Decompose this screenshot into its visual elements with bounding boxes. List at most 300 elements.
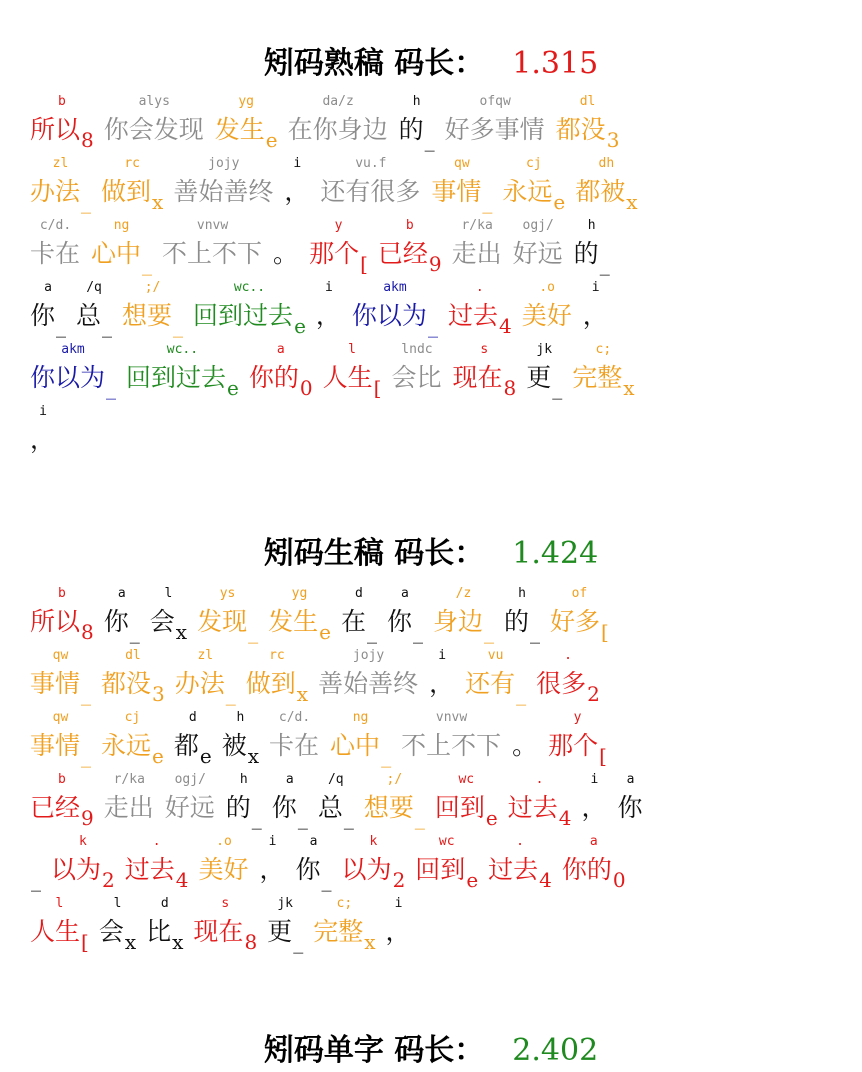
- input-code: i: [394, 896, 403, 911]
- token-word: [317, 792, 354, 830]
- selection-suffix: _: [173, 314, 184, 338]
- token: [465, 644, 527, 706]
- input-code: wc: [458, 772, 475, 787]
- token-word: [513, 238, 564, 271]
- token: [146, 892, 184, 954]
- token: [391, 338, 442, 395]
- text-line: [30, 644, 610, 706]
- input-code: qw: [52, 648, 69, 663]
- word-text: 你会发现: [103, 115, 204, 144]
- code-length-value: 2.402: [512, 1033, 599, 1068]
- text-line: [30, 768, 653, 830]
- token-word: [573, 238, 610, 276]
- input-code: y: [334, 218, 343, 233]
- token-word: [447, 300, 512, 338]
- input-code: vnvw: [196, 218, 229, 233]
- token: [174, 644, 236, 706]
- word-text: 更: [526, 363, 552, 392]
- token: [512, 706, 538, 763]
- token: [398, 90, 435, 152]
- token-word: [431, 176, 493, 214]
- text-line: [30, 214, 620, 276]
- token-word: [617, 792, 643, 825]
- token: [351, 276, 438, 338]
- token-word: [377, 238, 442, 276]
- token: [284, 152, 310, 209]
- token-word: [561, 854, 626, 892]
- selection-suffix: e: [466, 868, 479, 892]
- word-text: ，: [259, 855, 285, 884]
- input-code: akm: [383, 280, 407, 295]
- input-code: i: [325, 280, 333, 295]
- token: [340, 582, 377, 644]
- token: [513, 214, 564, 271]
- input-code: l: [164, 586, 173, 601]
- word-text: 过去: [507, 793, 558, 822]
- token-word: [575, 176, 638, 214]
- token-word: [386, 606, 423, 644]
- input-code: ;/: [144, 280, 161, 295]
- word-text: 在你身边: [287, 115, 388, 144]
- token-word: [30, 114, 94, 152]
- input-code: zl: [197, 648, 214, 663]
- word-text: 那个: [309, 239, 360, 268]
- token: [581, 768, 607, 825]
- token: [617, 768, 643, 825]
- token: [573, 214, 610, 276]
- token-word: [30, 792, 94, 830]
- input-code: .: [564, 648, 572, 663]
- word-text: 回到过去: [126, 363, 227, 392]
- input-code: r/ka: [113, 772, 145, 787]
- selection-suffix: e: [294, 314, 306, 338]
- input-code: k: [369, 834, 378, 849]
- token-word: [173, 730, 212, 768]
- token: [101, 644, 165, 706]
- token-word: [288, 114, 389, 147]
- input-code: i: [438, 648, 447, 663]
- token: [30, 644, 92, 706]
- selection-suffix: 9: [81, 806, 94, 830]
- token: [316, 276, 342, 333]
- selection-suffix: x: [124, 930, 137, 954]
- selection-suffix: _: [102, 314, 113, 338]
- input-code: ogj/: [174, 772, 206, 787]
- token-word: [30, 916, 89, 954]
- token: [429, 644, 455, 701]
- input-code: ys: [219, 586, 236, 601]
- token-word: [340, 606, 377, 644]
- word-text: 。: [273, 239, 299, 268]
- token: [30, 90, 94, 152]
- text-line: [30, 892, 422, 954]
- word-text: 现在: [193, 917, 244, 946]
- token-word: [401, 730, 502, 763]
- input-code: d: [160, 896, 169, 911]
- input-code: .: [152, 834, 161, 849]
- token: [199, 830, 250, 887]
- token: [561, 830, 626, 892]
- token: [162, 214, 263, 271]
- token: [507, 768, 572, 830]
- token-word: [30, 300, 67, 338]
- token-word: [526, 362, 563, 400]
- selection-suffix: _: [31, 868, 41, 892]
- token-word: [415, 854, 479, 892]
- token: [269, 706, 320, 763]
- token: [165, 768, 216, 825]
- token-word: [30, 668, 92, 706]
- selection-suffix: _: [427, 314, 438, 338]
- token: [271, 768, 308, 830]
- word-text: 善始善终: [173, 177, 274, 206]
- word-text: 的: [398, 115, 424, 144]
- word-text: 会: [98, 917, 124, 946]
- selection-suffix: e: [227, 376, 239, 400]
- input-code: a: [285, 772, 294, 787]
- token-word: [322, 362, 382, 400]
- input-code: dl: [125, 648, 141, 663]
- word-text: 你以为: [351, 301, 427, 330]
- input-code: r/ka: [461, 218, 493, 233]
- input-code: c;: [336, 896, 353, 911]
- token: [575, 152, 638, 214]
- input-code: .o: [216, 834, 232, 849]
- text-line: [30, 152, 648, 214]
- token-word: [225, 792, 262, 830]
- selection-suffix: 8: [81, 128, 94, 152]
- token-word: [104, 792, 155, 825]
- token: [432, 582, 494, 644]
- token: [101, 706, 164, 768]
- input-code: jojy: [208, 156, 240, 171]
- input-code: i: [39, 404, 47, 419]
- selection-suffix: 8: [503, 376, 517, 400]
- word-text: 所以: [30, 607, 81, 636]
- token: [30, 768, 94, 830]
- word-text: 会: [149, 607, 175, 636]
- input-code: dl: [579, 94, 596, 109]
- token: [320, 152, 421, 209]
- input-code: s: [480, 342, 489, 357]
- word-text: 都没: [101, 669, 152, 698]
- token: [583, 276, 609, 333]
- word-text: 都没: [555, 115, 606, 144]
- selection-suffix: x: [175, 620, 188, 644]
- word-text: 卡在: [30, 239, 81, 268]
- input-code: vu.f: [355, 156, 387, 171]
- selection-suffix: _: [516, 682, 527, 706]
- input-code: rc: [124, 156, 140, 171]
- word-text: 你: [295, 855, 321, 884]
- token-word: [91, 238, 153, 276]
- input-code: rc: [269, 648, 285, 663]
- token: [445, 90, 546, 147]
- token-word: [193, 300, 306, 338]
- token-word: [452, 362, 517, 400]
- token-word: [126, 362, 239, 400]
- selection-suffix: 2: [102, 868, 115, 892]
- token: [330, 706, 392, 768]
- word-text: ，: [315, 301, 341, 330]
- input-code: da/z: [322, 94, 354, 109]
- word-text: 走出: [103, 793, 154, 822]
- input-code: h: [236, 710, 245, 725]
- token-word: [30, 854, 41, 892]
- word-text: 心中: [91, 239, 142, 268]
- section-title-text: 矧码熟稿 码长：: [263, 46, 485, 81]
- token: [173, 706, 212, 768]
- selection-suffix: x: [296, 682, 309, 706]
- text-line: [30, 90, 629, 152]
- word-text: 你: [103, 607, 129, 636]
- word-text: 在: [340, 607, 366, 636]
- word-text: 比: [146, 917, 172, 946]
- text-line: [30, 276, 619, 338]
- input-code: jk: [277, 896, 293, 911]
- word-text: 永远: [502, 177, 553, 206]
- input-code: k: [78, 834, 87, 849]
- section-title: [0, 528, 862, 572]
- selection-suffix: 3: [152, 682, 165, 706]
- input-code: a: [401, 586, 409, 601]
- token: [267, 892, 304, 954]
- token: [313, 892, 376, 954]
- input-code: alys: [138, 94, 170, 109]
- word-text: 卡在: [269, 731, 320, 760]
- word-text: 不上不下: [162, 239, 263, 268]
- token: [268, 582, 331, 644]
- word-text: 回到过去: [193, 301, 294, 330]
- token: [377, 214, 442, 276]
- text-line: [30, 582, 619, 644]
- word-text: 想要: [363, 793, 414, 822]
- token: [502, 152, 566, 214]
- token: [555, 90, 620, 152]
- input-code: vnvw: [435, 710, 468, 725]
- token-word: [512, 730, 538, 763]
- input-code: l: [113, 896, 122, 911]
- input-code: yg: [291, 586, 308, 601]
- selection-suffix: x: [364, 930, 376, 954]
- word-text: 的: [573, 239, 599, 268]
- word-text: 还有: [465, 669, 516, 698]
- word-text: 以为: [341, 855, 392, 884]
- selection-suffix: [: [81, 930, 89, 954]
- token: [76, 276, 113, 338]
- selection-suffix: 3: [606, 128, 620, 152]
- input-code: d: [188, 710, 197, 725]
- word-text: 想要: [122, 301, 173, 330]
- token-word: [313, 916, 376, 954]
- section-title-text: 矧码生稿 码长：: [263, 536, 485, 571]
- section-title-text: 矧码单字 码长：: [263, 1033, 485, 1068]
- selection-suffix: _: [248, 620, 259, 644]
- token: [193, 892, 258, 954]
- input-code: b: [57, 94, 66, 109]
- input-code: c/d.: [278, 710, 311, 725]
- token-word: [124, 854, 189, 892]
- word-text: 善始善终: [318, 669, 419, 698]
- section-title: [0, 1025, 862, 1069]
- selection-suffix: 0: [612, 868, 626, 892]
- token-word: [432, 606, 494, 644]
- word-text: 。: [512, 731, 538, 760]
- word-text: 过去: [447, 301, 498, 330]
- selection-suffix: 9: [428, 252, 442, 276]
- token: [488, 830, 552, 892]
- input-code: dh: [598, 156, 615, 171]
- token: [431, 152, 493, 214]
- selection-suffix: e: [485, 806, 498, 830]
- selection-suffix: [: [601, 620, 609, 644]
- token: [248, 338, 313, 400]
- word-text: 的: [503, 607, 529, 636]
- token-word: [550, 606, 609, 644]
- input-code: jojy: [352, 648, 385, 663]
- token: [550, 582, 609, 644]
- token: [522, 276, 573, 333]
- token-word: [318, 668, 419, 701]
- input-code: yg: [238, 94, 255, 109]
- token-word: [101, 668, 165, 706]
- input-code: cj: [525, 156, 542, 171]
- word-text: 人生: [322, 363, 373, 392]
- input-code: ng: [113, 218, 130, 233]
- selection-suffix: e: [553, 190, 566, 214]
- selection-suffix: 8: [244, 930, 258, 954]
- token-word: [30, 238, 81, 271]
- token: [193, 276, 306, 338]
- selection-suffix: e: [199, 744, 212, 768]
- selection-suffix: x: [152, 190, 164, 214]
- word-text: 好远: [164, 793, 215, 822]
- token-word: [193, 916, 258, 954]
- word-text: 美好: [198, 855, 249, 884]
- code-length-value: 1.315: [512, 46, 599, 81]
- selection-suffix: 8: [81, 620, 94, 644]
- input-code: [512, 706, 538, 730]
- token-word: [548, 730, 607, 768]
- word-text: 好远: [512, 239, 563, 268]
- token: [447, 276, 512, 338]
- token: [214, 90, 278, 152]
- token-word: [174, 668, 236, 706]
- input-code: l: [348, 342, 356, 357]
- word-text: 美好: [521, 301, 572, 330]
- selection-suffix: 2: [392, 868, 406, 892]
- token-word: [434, 792, 498, 830]
- input-code: i: [293, 156, 302, 171]
- token-word: [267, 916, 304, 954]
- token-word: [101, 176, 164, 214]
- token-word: [503, 606, 540, 644]
- word-text: 你: [271, 793, 297, 822]
- input-code: b: [57, 586, 66, 601]
- selection-suffix: x: [623, 376, 635, 400]
- token-word: [536, 668, 600, 706]
- token-word: [101, 730, 164, 768]
- token-word: [51, 854, 115, 892]
- token-word: [391, 362, 442, 395]
- token-word: [104, 114, 205, 147]
- token: [104, 768, 155, 825]
- token-word: [522, 300, 573, 333]
- word-text: 完整: [572, 363, 623, 392]
- token: [309, 214, 368, 276]
- word-text: ，: [385, 917, 411, 946]
- selection-suffix: _: [297, 806, 308, 830]
- input-code: /q: [327, 772, 344, 787]
- input-code: of: [571, 586, 588, 601]
- input-code: i: [268, 834, 277, 849]
- text-line: [30, 830, 636, 892]
- token-word: [341, 854, 406, 892]
- token: [386, 582, 423, 644]
- token-word: [221, 730, 260, 768]
- word-text: 人生: [30, 917, 81, 946]
- word-text: 你: [30, 301, 56, 330]
- token-word: [555, 114, 620, 152]
- token-word: [122, 300, 184, 338]
- word-text: 发生: [214, 115, 265, 144]
- text-line: [30, 706, 617, 768]
- token: [101, 152, 164, 214]
- selection-suffix: _: [106, 376, 117, 400]
- input-code: b: [57, 772, 66, 787]
- token: [322, 338, 382, 400]
- word-text: 现在: [452, 363, 503, 392]
- token-word: [146, 916, 184, 954]
- input-code: h: [412, 94, 421, 109]
- token-word: [197, 606, 259, 644]
- word-text: 完整: [313, 917, 364, 946]
- selection-suffix: _: [251, 806, 262, 830]
- token: [363, 768, 425, 830]
- token-word: [583, 300, 609, 333]
- input-code: lndc: [401, 342, 433, 357]
- input-code: h: [239, 772, 248, 787]
- word-text: 回到: [415, 855, 466, 884]
- selection-suffix: 4: [498, 314, 512, 338]
- token: [503, 582, 540, 644]
- token: [341, 830, 406, 892]
- token: [30, 400, 56, 457]
- token-word: [76, 300, 113, 338]
- selection-suffix: [: [599, 744, 607, 768]
- word-text: 事情: [30, 669, 81, 698]
- token-word: [199, 854, 250, 887]
- word-text: 事情: [431, 177, 482, 206]
- selection-suffix: 4: [539, 868, 552, 892]
- token: [126, 338, 239, 400]
- input-code: ofqw: [479, 94, 511, 109]
- token: [30, 892, 89, 954]
- selection-suffix: e: [265, 128, 278, 152]
- word-text: 好多: [550, 607, 601, 636]
- token-word: [295, 854, 332, 892]
- token: [434, 768, 498, 830]
- token: [548, 706, 607, 768]
- input-code: zl: [52, 156, 69, 171]
- token: [173, 152, 274, 209]
- selection-suffix: _: [552, 376, 563, 400]
- token-word: [284, 176, 310, 209]
- token: [415, 830, 479, 892]
- token-word: [385, 916, 411, 949]
- token-word: [330, 730, 392, 768]
- token: [318, 644, 419, 701]
